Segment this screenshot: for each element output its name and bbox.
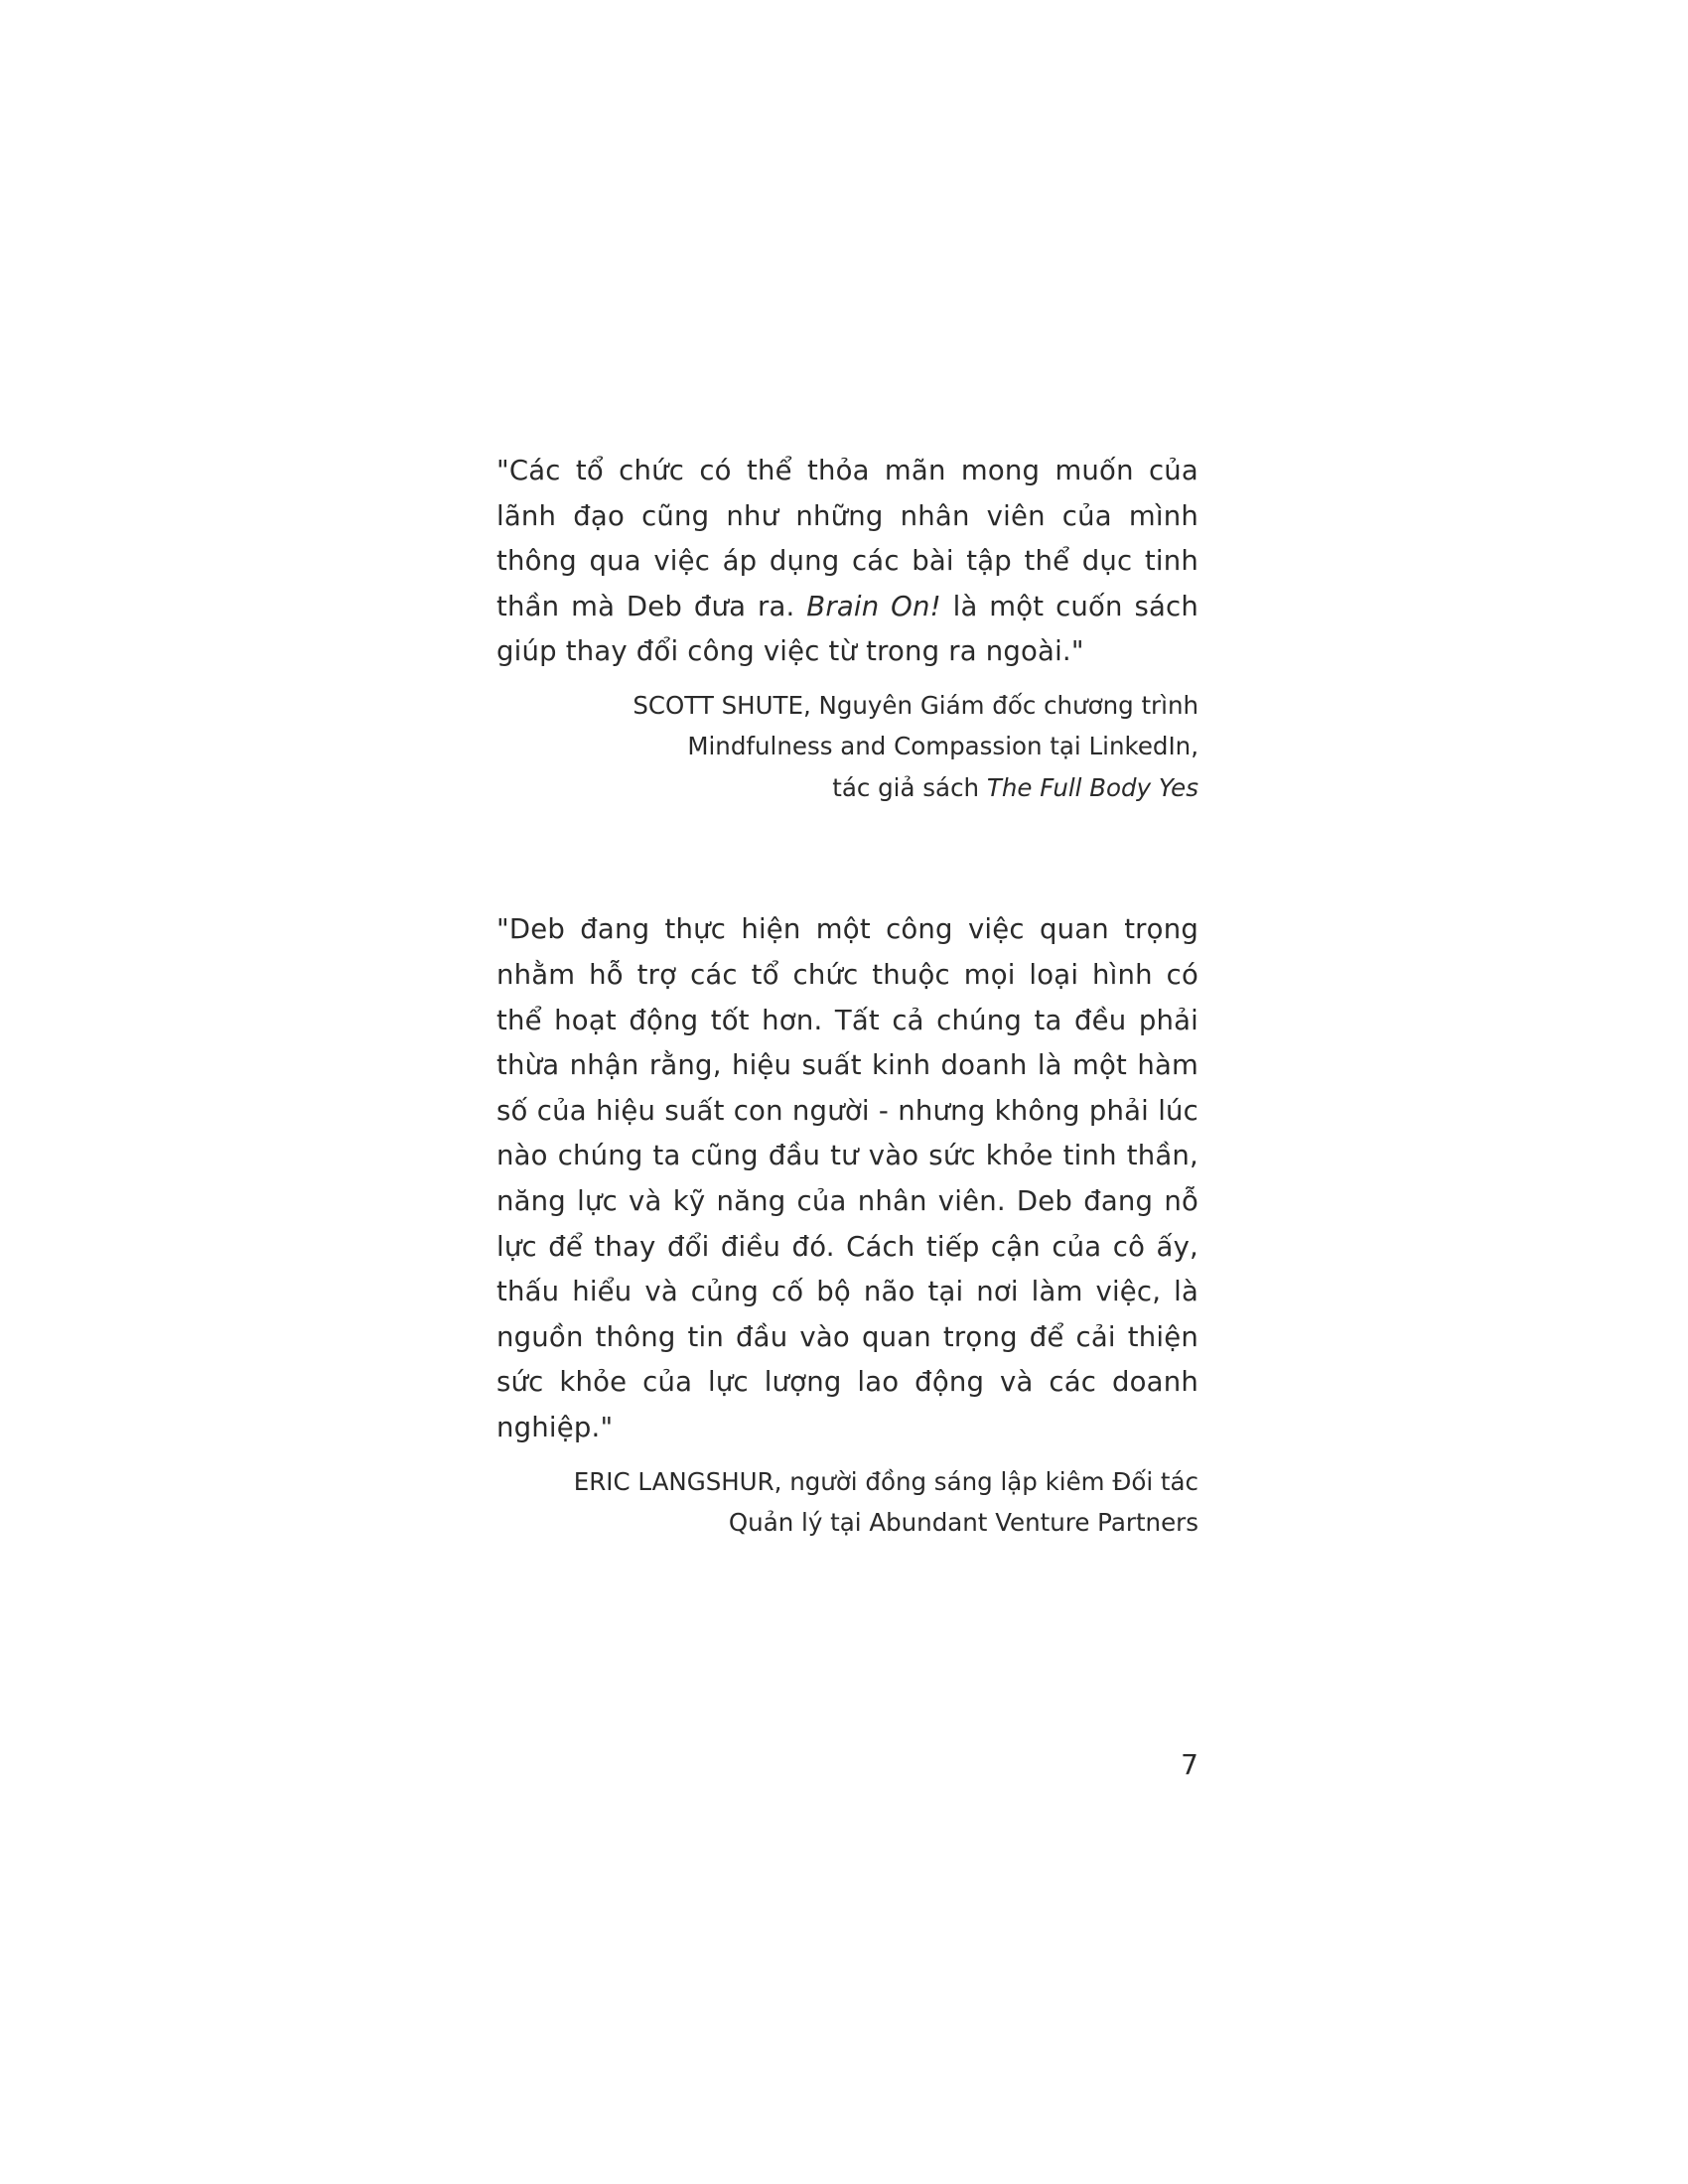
- attribution-prefix: tác giả sách: [832, 772, 987, 802]
- book-title-italic: Brain On!: [806, 590, 941, 622]
- attribution-line: Quản lý tại Abundant Venture Partners: [728, 1508, 1198, 1538]
- endorsement-quote: "Deb đang thực hiện một công việc quan trọng nhằm hỗ trợ các tổ chức thuộc mọi loại hình có thể hoạt động tốt hơn. Tất cả chúng ta đều phải thừa nhận rằng, hiệu suất kinh doanh là một hàm số của hiệu suất con người - nhưng không phải lúc nào chúng ta cũng đầu tư vào sức khỏe tinh thần, năng lực và kỹ năng của nhân viên. Deb đang nỗ lực để thay đổi điều đó. Cách tiếp cận của cô ấy, thấu hiểu và củng cố bộ não tại nơi làm việc, là nguồn thông tin đầu vào quan trọng để cải thiện sức khỏe của lực lượng lao động và các doanh nghiệp.": [496, 913, 1198, 1443]
- endorsement-attribution: [496, 685, 1198, 809]
- quote-text-end: là một cuốn sách giúp thay đổi công việc từ trong ra ngoài.": [496, 590, 1198, 668]
- attribution-line: [496, 767, 1198, 809]
- page-number: 7: [1181, 1748, 1198, 1781]
- page-content: [496, 449, 1198, 1544]
- quote-text-start: "Các tổ chức có thể thỏa mãn mong muốn của lãnh đạo cũng như những nhân viên của mình thông qua việc áp dụng các bài tập thể dục tinh thần mà Deb đưa ra.: [496, 455, 1198, 622]
- attribution-line: Mindfulness and Compassion tại LinkedIn,: [687, 732, 1198, 761]
- endorsement-2: [496, 907, 1198, 1543]
- endorsement-1: [496, 449, 1198, 808]
- endorsement-attribution: [496, 1461, 1198, 1544]
- attribution-book-title: The Full Body Yes: [986, 772, 1198, 802]
- attribution-line: ERIC LANGSHUR, người đồng sáng lập kiêm Đối tác: [573, 1466, 1198, 1496]
- attribution-line: SCOTT SHUTE, Nguyên Giám đốc chương trình: [633, 690, 1198, 720]
- endorsement-quote: [496, 449, 1198, 675]
